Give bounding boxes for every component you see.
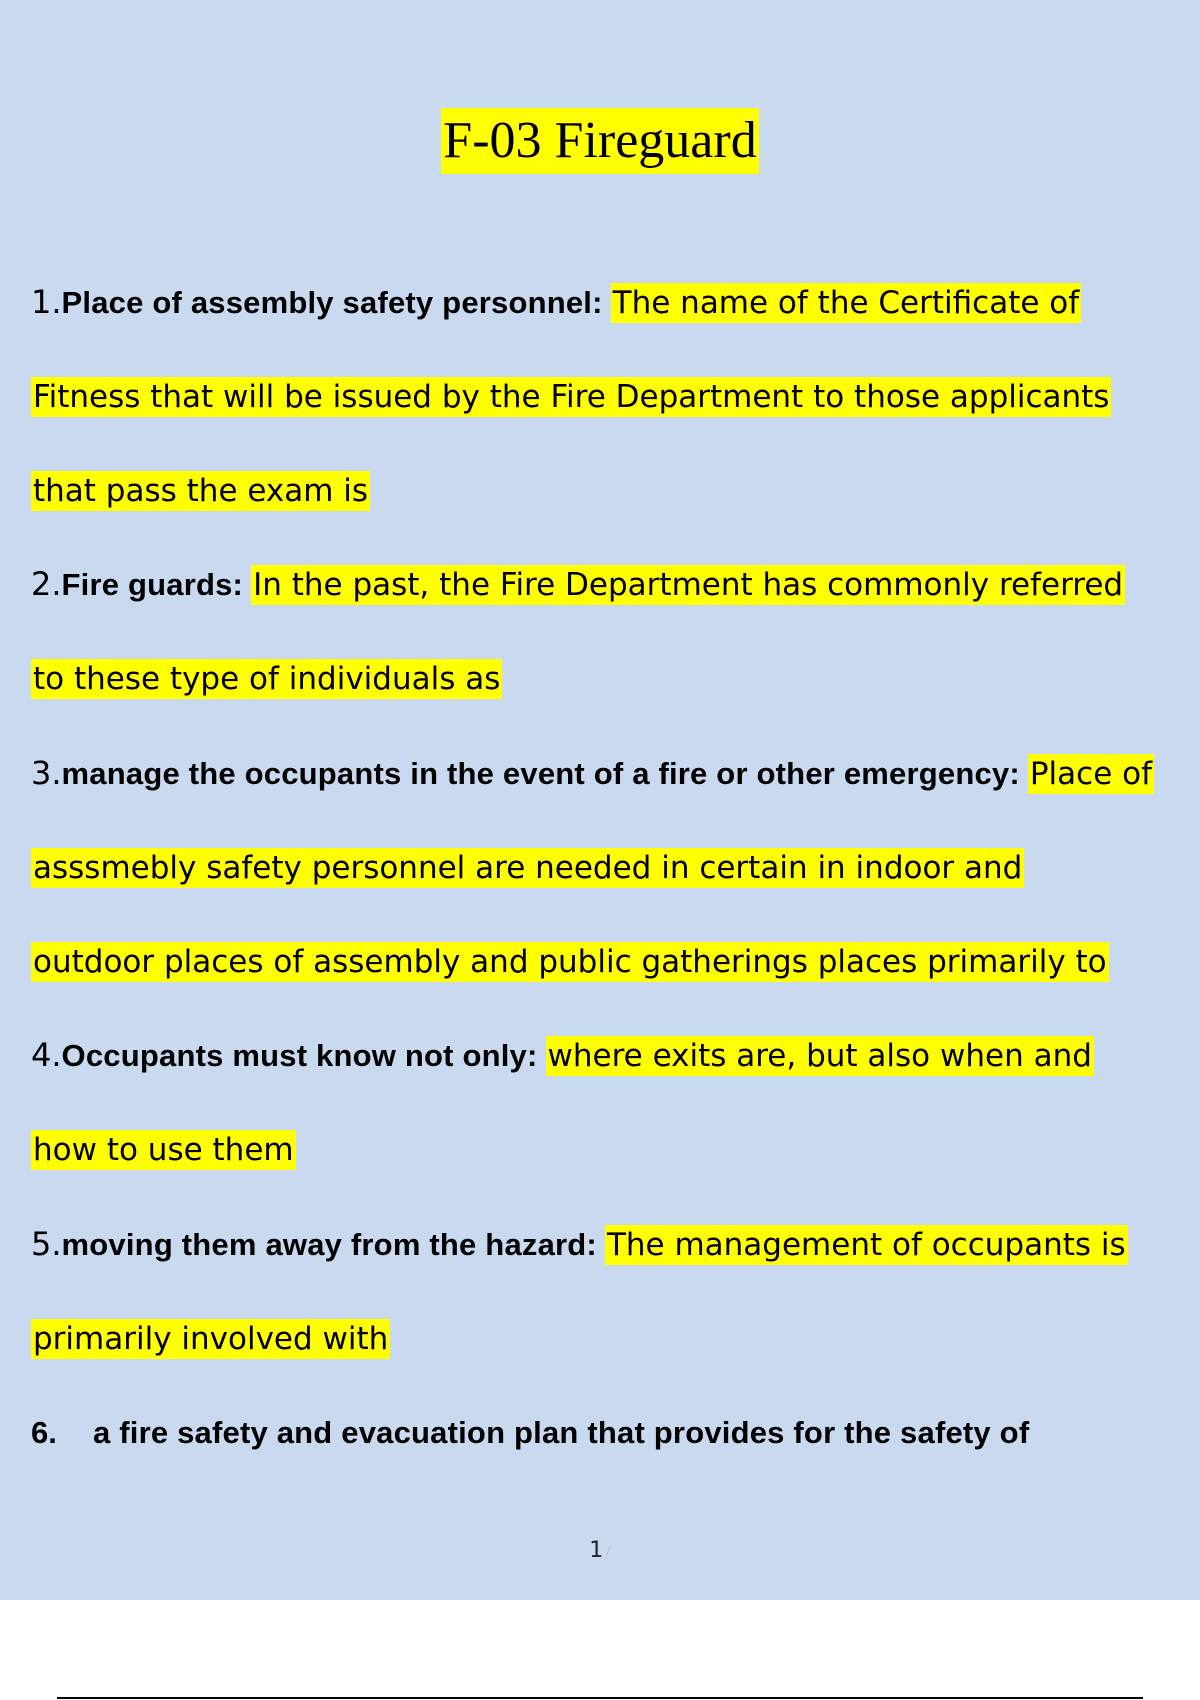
question-4 [31,1034,1094,1076]
answer-highlight: asssmebly safety personnel are needed in certain in indoor and [33,850,1023,886]
answer-line [31,657,502,699]
question-term: moving them away from the hazard: [61,1227,597,1262]
answer-line [31,469,370,511]
question-term: a fire safety and evacuation plan that provides for the safety of [93,1415,1030,1450]
question-3 [31,752,1154,794]
answer-line [31,846,1024,888]
question-number: 2. [31,565,62,603]
question-number: 4. [31,1036,62,1074]
page-number-value: 1 [589,1538,604,1563]
question-number: 1. [31,283,62,321]
question-term: Fire guards: [61,567,244,602]
question-term: manage the occupants in the event of a fire or other emergency: [61,756,1020,791]
answer-highlight: The management of occupants is [606,1227,1126,1263]
page-number-suffix: / [605,1542,611,1561]
question-term: Occupants must know not only: [61,1038,538,1073]
question-term: Place of assembly safety personnel: [61,285,603,320]
title-wrapper [0,108,1200,174]
answer-highlight: In the past, the Fire Department has commonly referred [253,567,1124,603]
answer-highlight: primarily involved with [33,1321,389,1357]
answer-line [31,375,1111,417]
question-number: 3. [31,754,62,792]
question-number: 6. [31,1415,57,1450]
answer-highlight: Fitness that will be issued by the Fire Department to those applicants [33,379,1110,415]
answer-highlight: that pass the exam is [33,473,369,509]
answer-highlight: outdoor places of assembly and public gatherings places primarily to [33,944,1107,980]
answer-line [31,1128,296,1170]
page-number [0,1538,1200,1563]
question-5 [31,1223,1128,1265]
answer-highlight: The name of the Certificate of [612,285,1080,321]
question-number: 5. [31,1225,62,1263]
question-1 [31,281,1081,323]
answer-highlight: how to use them [33,1132,294,1168]
document-title: F-03 Fireguard [441,108,758,174]
answer-highlight: to these type of individuals as [33,661,501,697]
answer-highlight: Place of [1029,756,1153,792]
answer-highlight: where exits are, but also when and [547,1038,1092,1074]
answer-line [31,940,1109,982]
answer-line [31,1317,390,1359]
question-6 [31,1411,1029,1453]
footer-divider [57,1697,1143,1699]
question-2 [31,563,1125,605]
